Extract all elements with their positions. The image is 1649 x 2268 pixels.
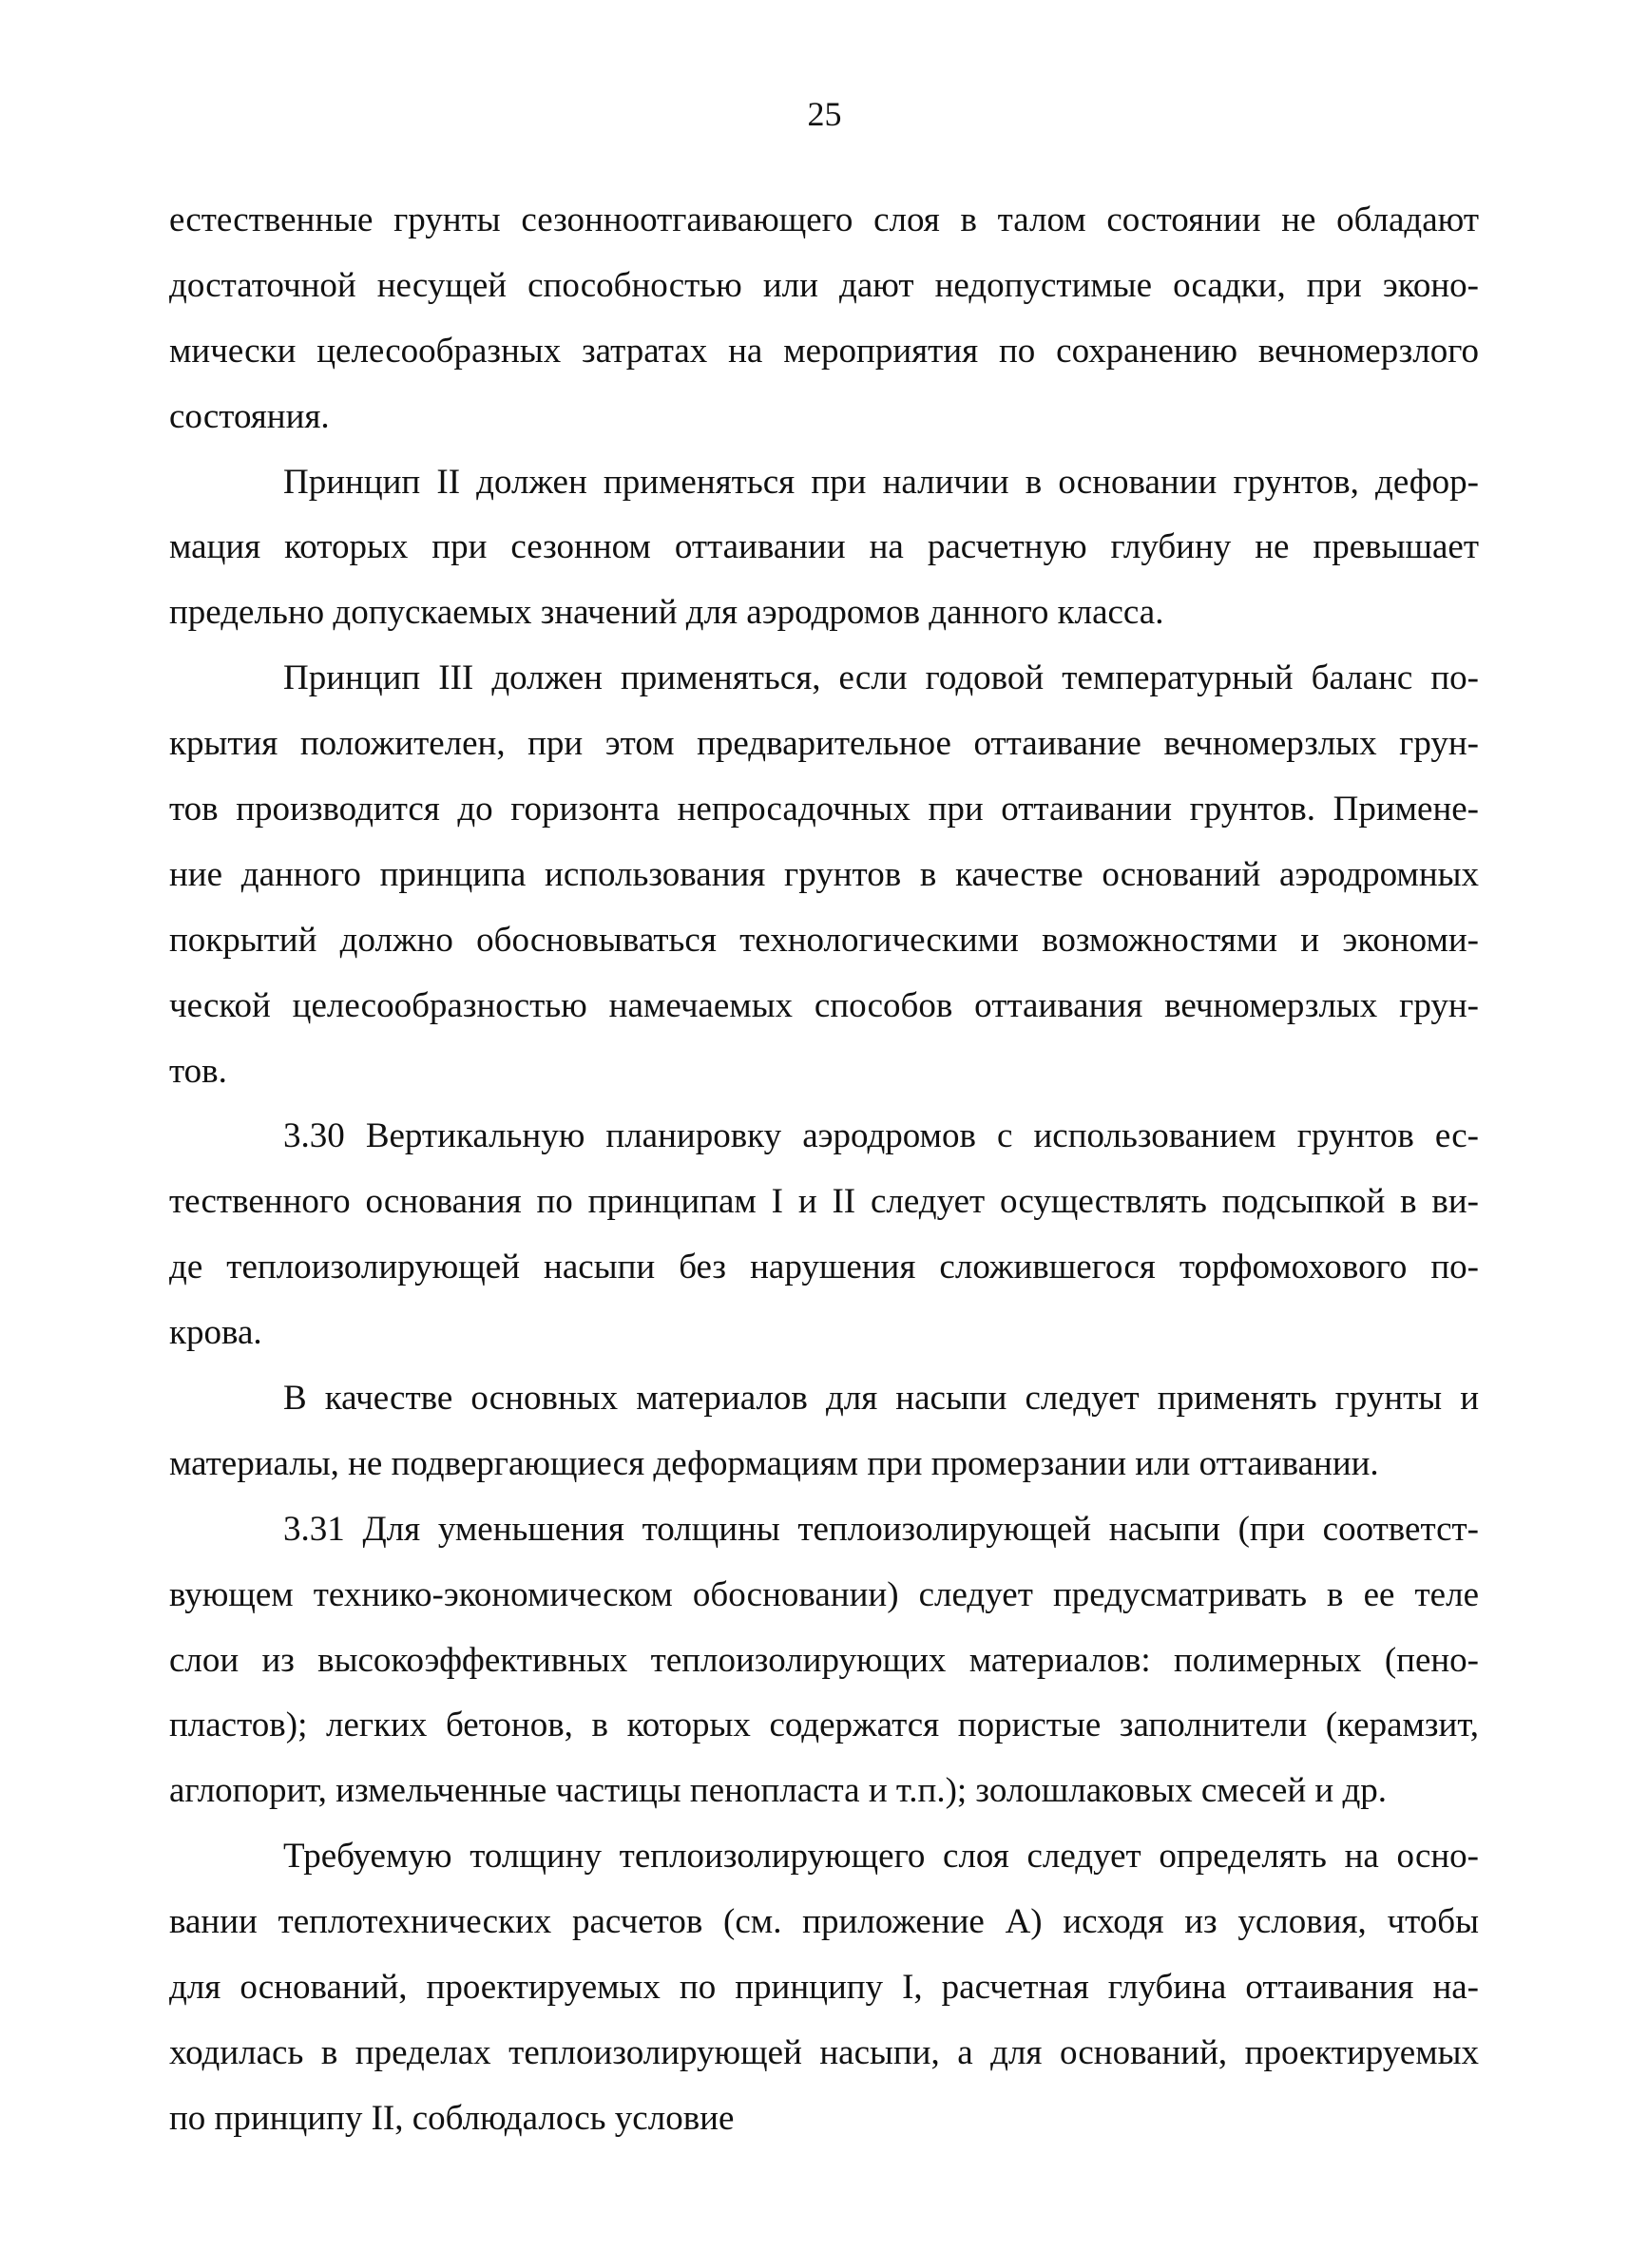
text-line: крытия положителен, при этом предварительное оттаивание вечномерзлых грун-	[169, 724, 1479, 764]
text-line: вующем технико-экономическом обосновании) следует предусматривать в ее теле	[169, 1574, 1479, 1614]
text-line: ние данного принципа использования грунтов в качестве оснований аэродромных	[169, 854, 1479, 894]
text-line: де теплоизолирующей насыпи без нарушения сложившегося торфомохового по-	[169, 1248, 1479, 1287]
body-text	[169, 188, 1479, 2152]
text-line: вании теплотехнических расчетов (см. приложение А) исходя из условия, чтобы	[169, 1902, 1479, 1942]
paragraph-principle-3	[169, 646, 1479, 1104]
text-line: пластов); легких бетонов, в которых содержатся пористые заполнители (керамзит,	[169, 1706, 1479, 1745]
page-number: 25	[807, 95, 842, 133]
text-line: ческой целесообразностью намечаемых способов оттаивания вечномерзлых грун-	[169, 985, 1479, 1025]
text-line: Требуемую толщину теплоизолирующего слоя следует определять на осно-	[283, 1837, 1479, 1877]
text-line: тов производится до горизонта непросадочных при оттаивании грунтов. Примене-	[169, 790, 1479, 829]
paragraph-section-3-31	[169, 1497, 1479, 1824]
paragraph-section-3-30	[169, 1104, 1479, 1366]
text-line: покрытий должно обосновываться технологическими возможностями и экономи-	[169, 920, 1479, 960]
text-line: предельно допускаемых значений для аэродромов данного класса.	[169, 593, 1164, 633]
text-line: состояния.	[169, 396, 330, 436]
text-line: В качестве основных материалов для насыпи следует применять грунты и	[283, 1379, 1479, 1419]
text-line: мация которых при сезонном оттаивании на расчетную глубину не превышает	[169, 527, 1479, 567]
text-line: мически целесообразных затратах на мероприятия по сохранению вечномерзлого	[169, 331, 1479, 371]
paragraph-required-thickness	[169, 1824, 1479, 2151]
paragraph-principle-2	[169, 450, 1479, 647]
text-line: материалы, не подвергающиеся деформациям при промерзании или оттаивании.	[169, 1443, 1379, 1483]
text-line: Принцип II должен применяться при наличии в основании грунтов, дефор-	[283, 462, 1479, 502]
text-line: ходилась в пределах теплоизолирующей насыпи, а для оснований, проектируемых	[169, 2032, 1479, 2072]
text-line: слои из высокоэффективных теплоизолирующих материалов: полимерных (пено-	[169, 1640, 1479, 1680]
text-line: тественного основания по принципам I и II следует осуществлять подсыпкой в ви-	[169, 1182, 1479, 1222]
text-line: для оснований, проектируемых по принципу I, расчетная глубина оттаивания на-	[169, 1968, 1479, 2008]
text-line: тов.	[169, 1051, 227, 1091]
paragraph-continuation	[169, 188, 1479, 450]
text-line: достаточной несущей способностью или дают недопустимые осадки, при эконо-	[169, 265, 1479, 305]
text-line: Принцип III должен применяться, если годовой температурный баланс по-	[283, 658, 1479, 698]
text-line: по принципу II, соблюдалось условие	[169, 2098, 735, 2138]
text-line: крова.	[169, 1313, 262, 1353]
text-line: аглопорит, измельченные частицы пенопласта и т.п.); золошлаковых смесей и др.	[169, 1771, 1388, 1811]
text-line: естественные грунты сезонноотгаивающего слоя в талом состоянии не обладают	[169, 200, 1479, 239]
paragraph-fill-materials	[169, 1366, 1479, 1497]
text-line: 3.31 Для уменьшения толщины теплоизолирующей насыпи (при соответст-	[283, 1509, 1479, 1549]
text-line: 3.30 Вертикальную планировку аэродромов с использованием грунтов ес-	[283, 1116, 1479, 1156]
